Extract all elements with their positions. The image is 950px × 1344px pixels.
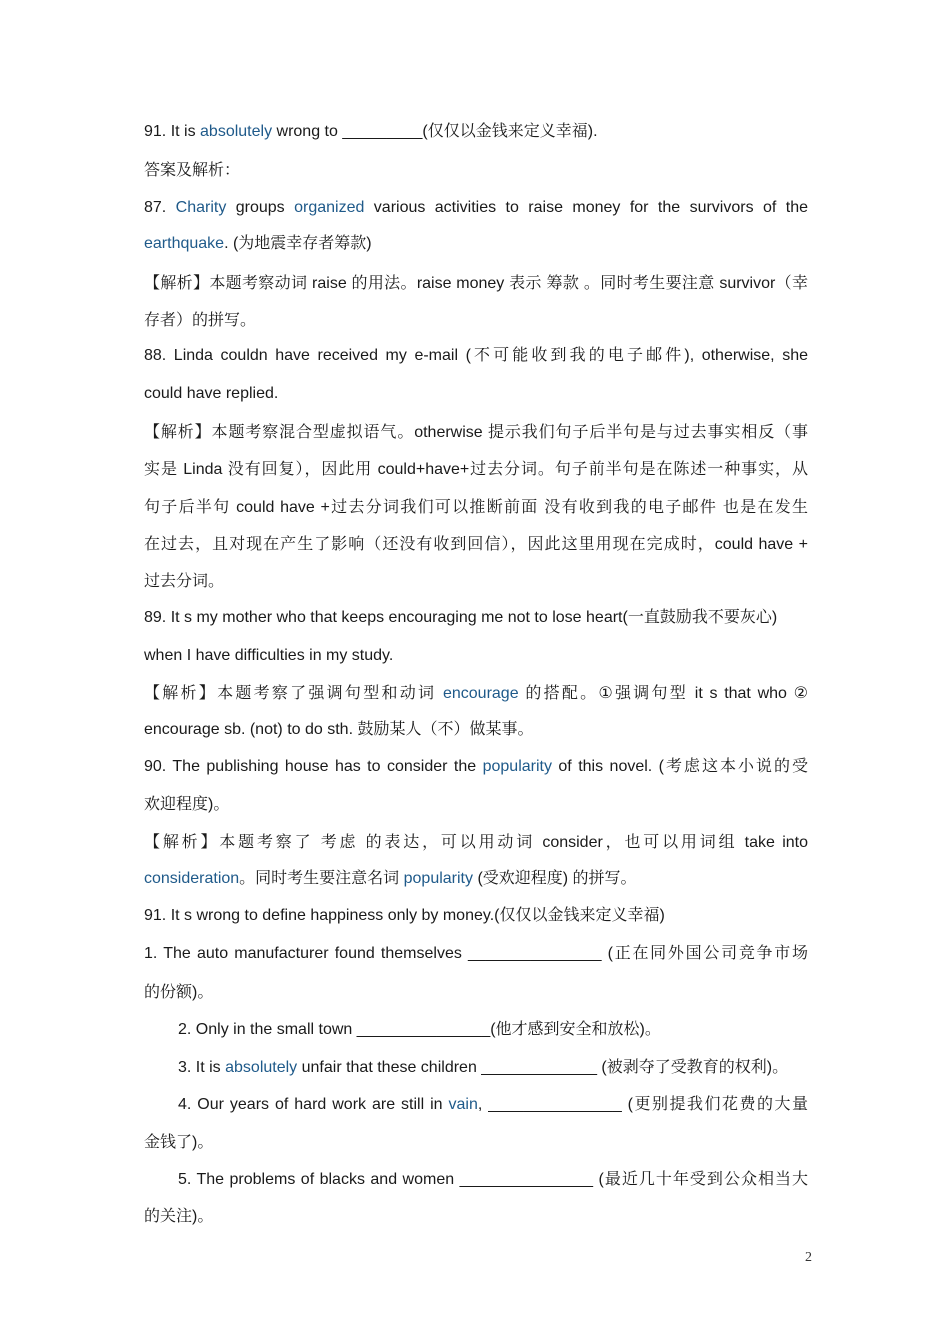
exercise-5-line-1 (178, 1170, 808, 1190)
text-run: 的关注)。 (144, 1208, 214, 1225)
highlighted-word: absolutely (200, 123, 273, 140)
text-run: 91. It is (144, 123, 201, 140)
explanation-87-line-1 (144, 274, 808, 294)
text-run: 1. The auto manufacturer found themselves _______________ (正在同外国公司竞争市场 (144, 945, 808, 962)
answer-89-line-2 (144, 646, 808, 666)
exercise-5-line-2 (144, 1207, 808, 1227)
exercise-3-line (178, 1058, 808, 1078)
exercise-2-line (178, 1020, 808, 1040)
exercise-4-line-2 (144, 1133, 808, 1153)
highlighted-word: popularity (482, 758, 552, 775)
text-run: 实是 Linda 没有回复），因此用 could+have+过去分词。句子前半句是在陈述一种事实，从 (144, 461, 808, 478)
text-run: 91. It s wrong to define happiness only by money.(仅仅以金钱来定义幸福) (144, 907, 665, 924)
text-run: . (为地震幸存者筹款) (224, 235, 372, 252)
explanation-87-line-2 (144, 311, 808, 331)
text-run: (受欢迎程度) 的拼写。 (473, 870, 637, 887)
highlighted-word: absolutely (225, 1059, 298, 1076)
text-run: 存者）的拼写。 (144, 312, 257, 329)
text-run: 【解析】本题考察了 考虑 的表达，可以用动词 consider，也可以用词组 take into (144, 834, 808, 851)
text-run: could have replied. (144, 385, 279, 402)
explanation-89-line-2 (144, 720, 808, 740)
text-run: 4. Our years of hard work are still in (178, 1096, 449, 1113)
text-run: 2. Only in the small town _______________(他才感到安全和放松)。 (178, 1021, 661, 1038)
highlighted-word: organized (294, 199, 365, 216)
highlighted-word: consideration (144, 870, 240, 887)
text-run: 88. Linda couldn have received my e-mail (不可能收到我的电子邮件), otherwise, she (144, 347, 808, 364)
text-run: 过去分词。 (144, 573, 225, 590)
highlighted-word: encourage (442, 685, 519, 702)
answer-89-line-1 (144, 608, 808, 628)
text-run: 5. The problems of blacks and women _______________ (最近几十年受到公众相当大 (178, 1171, 808, 1188)
text-run: 90. The publishing house has to consider the (144, 758, 483, 775)
highlighted-word: Charity (175, 199, 227, 216)
exercise-4-line-1 (178, 1095, 808, 1115)
text-run: unfair that these children _____________ (被剥夺了受教育的权利)。 (297, 1059, 789, 1076)
text-run: 3. It is (178, 1059, 226, 1076)
text-run: groups (226, 199, 295, 216)
q91-prompt-line (144, 122, 808, 142)
exercise-1-line-2 (144, 983, 808, 1003)
text-run: 答案及解析： (144, 162, 241, 179)
answer-90-line-1 (144, 757, 808, 777)
text-run: 金钱了)。 (144, 1134, 214, 1151)
text-run: 89. It s my mother who that keeps encouraging me not to lose heart(一直鼓励我不要灰心) (144, 609, 778, 626)
text-run: , _______________ (更别提我们花费的大量 (477, 1096, 808, 1113)
explanation-90-line-2 (144, 869, 808, 889)
explanation-88-line-3 (144, 498, 808, 518)
answer-88-line-1 (144, 346, 808, 366)
explanation-90-line-1 (144, 833, 808, 853)
text-run: 的搭配。①强调句型 it s that who ② (518, 685, 808, 702)
highlighted-word: earthquake (144, 235, 225, 252)
answer-87-line-1 (144, 198, 808, 218)
text-run: 句子后半句 could have +过去分词我们可以推断前面 没有收到我的电子邮件 也是在发生 (144, 499, 808, 516)
highlighted-word: popularity (403, 870, 473, 887)
explanation-88-line-2 (144, 460, 808, 480)
explanation-88-line-5 (144, 572, 808, 592)
text-run: 欢迎程度)。 (144, 796, 230, 813)
text-run: wrong to _________(仅仅以金钱来定义幸福). (272, 123, 598, 140)
explanation-88-line-4 (144, 535, 808, 555)
text-run: of this novel. (考虑这本小说的受 (551, 758, 808, 775)
answer-87-line-2 (144, 234, 808, 254)
explanation-88-line-1 (144, 423, 808, 443)
answer-90-line-2 (144, 795, 808, 815)
text-run: encourage sb. (not) to do sth. 鼓励某人（不）做某事。 (144, 721, 534, 738)
page-number: 2 (805, 1250, 812, 1265)
text-run: 的份额)。 (144, 984, 214, 1001)
text-run: when I have difficulties in my study. (144, 647, 394, 664)
text-run: 【解析】本题考察动词 raise 的用法。raise money 表示 筹款 。同时考生要注意 survivor（幸 (144, 275, 808, 292)
explanation-89-line-1 (144, 684, 808, 704)
text-run: 87. (144, 199, 176, 216)
text-run: 。同时考生要注意名词 (239, 870, 404, 887)
exercise-1-line-1 (144, 944, 808, 964)
answer-88-line-2 (144, 384, 808, 404)
answer-91-line (144, 906, 808, 926)
text-run: various activities to raise money for the survivors of the (364, 199, 808, 216)
text-run: 【解析】本题考察混合型虚拟语气。otherwise 提示我们句子后半句是与过去事实相反（事 (144, 424, 808, 441)
text-run: 在过去，且对现在产生了影响（还没有收到回信），因此这里用现在完成时，could have + (144, 536, 808, 553)
text-run: 【解析】本题考察了强调句型和动词 (144, 685, 443, 702)
highlighted-word: vain (448, 1096, 478, 1113)
answers-heading (144, 161, 808, 181)
